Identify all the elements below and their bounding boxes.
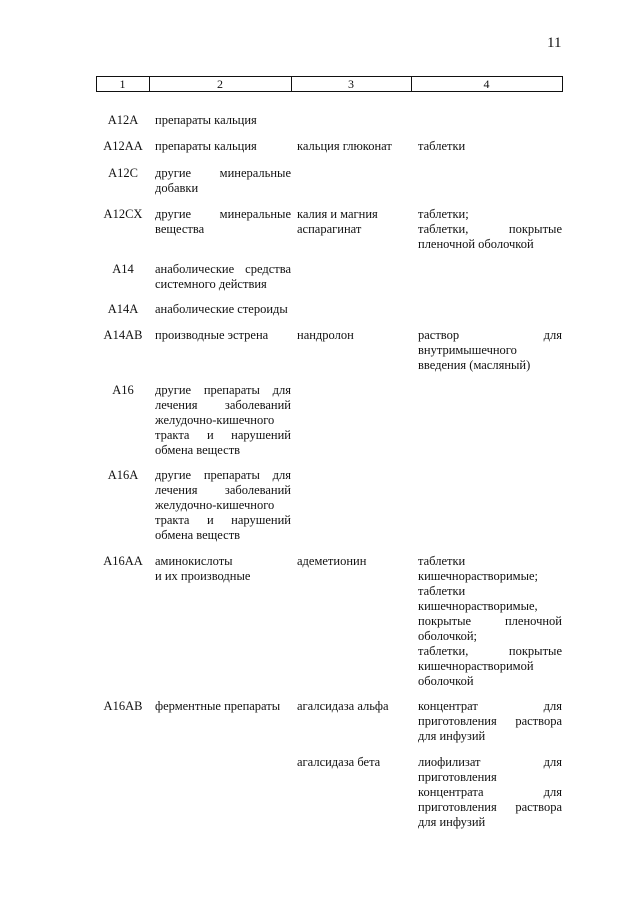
group-name-line: ферментные препараты xyxy=(155,699,281,713)
dosage-form-line: покрытые пленочной xyxy=(418,614,562,628)
group-name xyxy=(155,302,291,317)
atc-code: A12C xyxy=(108,166,138,180)
page-number: 11 xyxy=(547,35,562,51)
group-name xyxy=(155,207,291,237)
group-name-line: аминокислоты xyxy=(155,554,233,568)
group-name xyxy=(155,166,291,196)
drug-name-line: адеметионин xyxy=(297,554,367,568)
group-name-line: желудочно-кишечного xyxy=(155,413,275,427)
group-name xyxy=(155,113,291,128)
group-name-line: тракта и нарушений xyxy=(155,428,291,442)
dosage-form xyxy=(418,755,562,830)
group-name xyxy=(155,554,291,584)
group-name-line: лечения заболеваний xyxy=(155,398,291,412)
dosage-form-line: лиофилизат для xyxy=(418,755,562,769)
group-name-line: вещества xyxy=(155,222,205,236)
group-name-line: обмена веществ xyxy=(155,528,241,542)
group-name-line: системного действия xyxy=(155,277,267,291)
group-name xyxy=(155,262,291,292)
header-col-3: 3 xyxy=(348,77,354,91)
group-name-line: производные эстрена xyxy=(155,328,269,342)
group-name-line: тракта и нарушений xyxy=(155,513,291,527)
group-name-line: анаболические средства xyxy=(155,262,291,276)
atc-code: A14AB xyxy=(103,328,143,342)
dosage-form-line: для инфузий xyxy=(418,729,486,743)
group-name xyxy=(155,139,291,154)
dosage-form xyxy=(418,554,562,689)
atc-code: A14 xyxy=(112,262,134,276)
dosage-form-line: раствор для xyxy=(418,328,562,342)
dosage-form-line: кишечнорастворимые, xyxy=(418,599,538,613)
group-name-line: и их производные xyxy=(155,569,251,583)
dosage-form-line: таблетки xyxy=(418,139,466,153)
group-name-line: другие минеральные xyxy=(155,207,291,221)
dosage-form-line: для инфузий xyxy=(418,815,486,829)
group-name xyxy=(155,468,291,543)
dosage-form xyxy=(418,139,562,154)
dosage-form-line: таблетки; xyxy=(418,207,469,221)
atc-code: A12CX xyxy=(103,207,143,221)
dosage-form-line: оболочкой; xyxy=(418,629,477,643)
group-name-line: желудочно-кишечного xyxy=(155,498,275,512)
dosage-form-line: кишечнорастворимой xyxy=(418,659,534,673)
group-name-line: другие препараты для xyxy=(155,383,291,397)
dosage-form xyxy=(418,328,562,373)
header-col-2: 2 xyxy=(217,77,223,91)
drug-name xyxy=(297,139,411,154)
group-name-line: препараты кальция xyxy=(155,113,257,127)
group-name xyxy=(155,383,291,458)
table-header xyxy=(96,76,563,92)
dosage-form-line: таблетки xyxy=(418,584,466,598)
atc-code: A16AA xyxy=(103,554,143,568)
group-name xyxy=(155,328,291,343)
dosage-form-line: таблетки, покрытые xyxy=(418,222,562,236)
group-name-line: лечения заболеваний xyxy=(155,483,291,497)
dosage-form-line: введения (масляный) xyxy=(418,358,531,372)
drug-name-line: нандролон xyxy=(297,328,354,342)
dosage-form xyxy=(418,207,562,252)
atc-code: A16A xyxy=(107,468,139,482)
drug-name-line: аспарагинат xyxy=(297,222,362,236)
atc-code: A16AB xyxy=(103,699,143,713)
dosage-form-line: таблетки, покрытые xyxy=(418,644,562,658)
group-name-line: анаболические стероиды xyxy=(155,302,288,316)
drug-name-line: агалсидаза альфа xyxy=(297,699,389,713)
dosage-form-line: приготовления раствора xyxy=(418,714,562,728)
group-name-line: другие препараты для xyxy=(155,468,291,482)
drug-name xyxy=(297,328,411,343)
drug-name-line: калия и магния xyxy=(297,207,378,221)
header-col-4: 4 xyxy=(483,77,490,91)
drug-name xyxy=(297,755,411,770)
atc-code: A14A xyxy=(107,302,139,316)
drug-name xyxy=(297,554,411,569)
dosage-form-line: внутримышечного xyxy=(418,343,517,357)
dosage-form-line: приготовления xyxy=(418,770,497,784)
dosage-form-line: таблетки xyxy=(418,554,466,568)
group-name-line: другие минеральные xyxy=(155,166,291,180)
group-name-line: обмена веществ xyxy=(155,443,241,457)
dosage-form xyxy=(418,699,562,744)
drug-name xyxy=(297,207,411,237)
group-name xyxy=(155,699,291,714)
atc-code: A16 xyxy=(112,383,134,397)
drug-name-line: агалсидаза бета xyxy=(297,755,381,769)
atc-code: A12A xyxy=(107,113,139,127)
group-name-line: препараты кальция xyxy=(155,139,257,153)
dosage-form-line: концентрат для xyxy=(418,699,562,713)
dosage-form-line: оболочкой xyxy=(418,674,474,688)
atc-code: A12AA xyxy=(103,139,143,153)
dosage-form-line: пленочной оболочкой xyxy=(418,237,534,251)
group-name-line: добавки xyxy=(155,181,199,195)
drug-name-line: кальция глюконат xyxy=(297,139,392,153)
dosage-form-line: концентрата для xyxy=(418,785,562,799)
header-col-1: 1 xyxy=(119,77,126,91)
drug-name xyxy=(297,699,411,714)
dosage-form-line: кишечнорастворимые; xyxy=(418,569,538,583)
dosage-form-line: приготовления раствора xyxy=(418,800,562,814)
